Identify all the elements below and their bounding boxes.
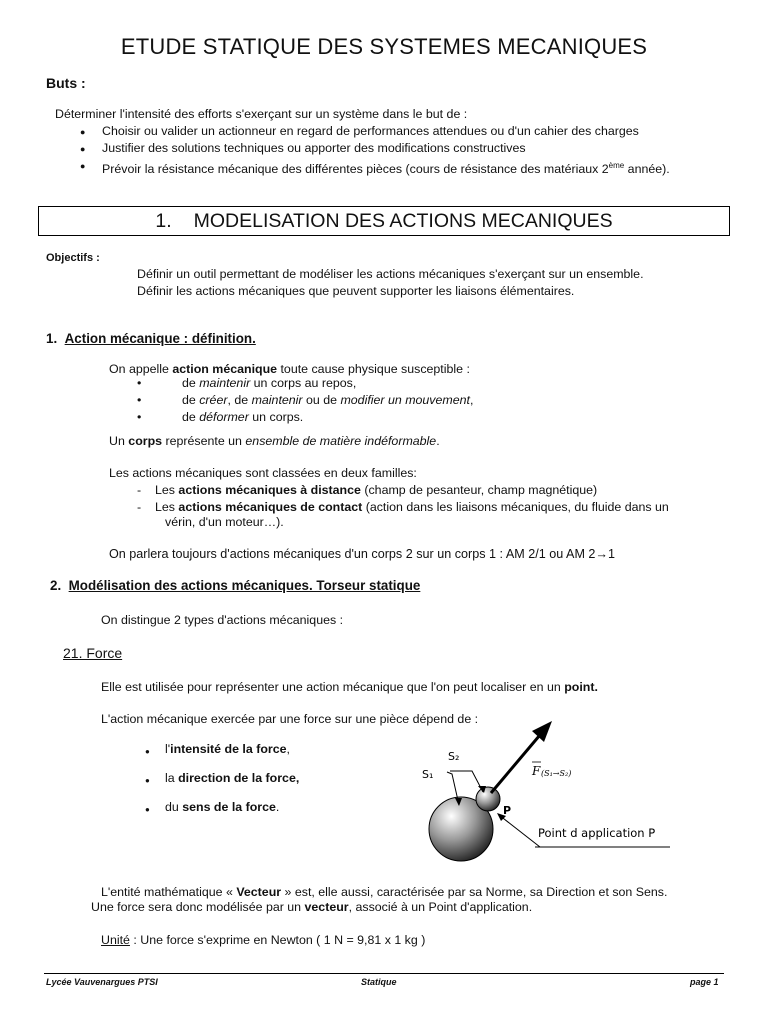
list-item: ● la direction de la force, — [145, 770, 299, 787]
objectifs-line-1: Définir un outil permettant de modéliser les actions mécaniques s'exerçant sur un ensemble. — [137, 267, 644, 281]
label-s1: S₁ — [422, 768, 434, 781]
label-point-application: Point d application P — [538, 826, 656, 840]
buts-list — [80, 123, 670, 178]
buts-heading: Buts : — [46, 75, 86, 91]
objectifs-line-2: Définir les actions mécaniques que peuvent supporter les liaisons élémentaires. — [137, 284, 575, 298]
definition-list — [110, 375, 473, 426]
list-item: • de maintenir un corps au repos, — [110, 375, 473, 392]
unit-text: Unité : Une force s'exprime en Newton ( 1 N = 9,81 x 1 kg ) — [101, 933, 426, 947]
force-diagram — [400, 715, 700, 865]
list-item: • de créer, de maintenir ou de modifier un mouvement, — [110, 392, 473, 409]
force-vector — [491, 729, 545, 793]
familles-continuation: vérin, d'un moteur…). — [165, 515, 284, 529]
section-1-heading: 1. Action mécanique : définition. — [46, 331, 256, 346]
section-title-box: 1. MODELISATION DES ACTIONS MECANIQUES — [38, 206, 730, 236]
vecteur-paragraph: L'entité mathématique « Vecteur » est, elle aussi, caractérisée par sa Norme, sa Direction et son Sens. — [101, 885, 668, 899]
list-item: - Les actions mécaniques de contact (action dans les liaisons mécaniques, du fluide dans un — [133, 499, 669, 516]
label-f-sub: (S₁→S₂) — [541, 769, 572, 778]
list-item: • de déformer un corps. — [110, 409, 473, 426]
objectifs-heading: Objectifs : — [46, 252, 100, 264]
corps-paragraph: Un corps représente un ensemble de matière indéformable. — [109, 434, 440, 448]
list-item: ● du sens de la force. — [145, 799, 299, 816]
force-characteristics-list — [145, 741, 299, 828]
footer-page-number: page 1 — [690, 977, 719, 987]
label-f: F — [532, 764, 541, 778]
intro-text: Déterminer l'intensité des efforts s'exerçant sur un système dans le but de : — [55, 107, 468, 121]
list-item: - Les actions mécaniques à distance (champ de pesanteur, champ magnétique) — [133, 482, 669, 499]
parlera-text: On parlera toujours d'actions mécaniques d'un corps 2 sur un corps 1 : AM 2/1 ou AM 2→1 — [109, 547, 616, 561]
list-item: ● l'intensité de la force, — [145, 741, 299, 758]
label-s2: S₂ — [448, 750, 460, 763]
list-item: ● Choisir ou valider un actionneur en regard de performances attendues ou d'un cahier des charges — [80, 123, 670, 140]
page-title: ETUDE STATIQUE DES SYSTEMES MECANIQUES — [120, 34, 648, 59]
list-item: ● Justifier des solutions techniques ou apporter des modifications constructives — [80, 140, 670, 157]
footer-center: Statique — [361, 977, 397, 987]
list-item: ● Prévoir la résistance mécanique des différentes pièces (cours de résistance des matériaux 2ème année). — [80, 157, 670, 178]
force-paragraph: Elle est utilisée pour représenter une action mécanique que l'on peut localiser en un point. — [101, 680, 598, 694]
familles-text: Les actions mécaniques sont classées en deux familles: — [109, 466, 417, 480]
subsection-21-heading: 21. Force — [63, 645, 123, 661]
vecteur-paragraph-2: Une force sera donc modélisée par un vecteur, associé à un Point d'application. — [91, 900, 533, 914]
definition-paragraph: On appelle action mécanique toute cause physique susceptible : — [109, 362, 470, 376]
label-p: P — [503, 804, 512, 817]
depend-text: L'action mécanique exercée par une force sur une pièce dépend de : — [101, 712, 479, 726]
solid-s2 — [476, 787, 500, 811]
footer-left: Lycée Vauvenargues PTSI — [46, 977, 158, 987]
section-2-heading: 2. Modélisation des actions mécaniques. Torseur statique — [50, 578, 421, 593]
distingue-text: On distingue 2 types d'actions mécaniques : — [101, 613, 344, 627]
footer-divider — [44, 973, 724, 974]
familles-list — [133, 482, 669, 516]
